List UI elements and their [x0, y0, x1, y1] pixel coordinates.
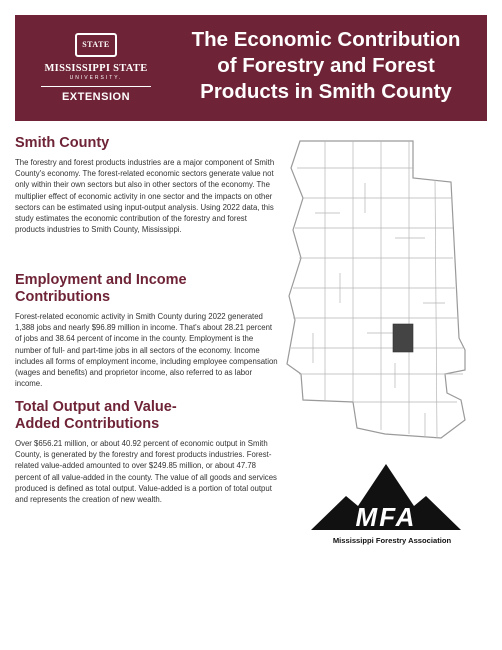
output-heading-line: Total Output and Value- [15, 399, 177, 415]
intro-section [15, 135, 278, 235]
mfa-caption: Mississippi Forestry Association [332, 536, 452, 545]
logo-university-word: UNIVERSITY. [69, 75, 123, 81]
logo-extension: EXTENSION [61, 91, 131, 103]
title-line: The Economic Contribution [191, 28, 461, 51]
title-line: Products in Smith County [200, 80, 452, 103]
header-banner [15, 15, 487, 121]
output-heading-line: Added Contributions [15, 416, 160, 432]
logo-university-name: MISSISSIPPI STATE [44, 63, 148, 74]
mfa-letters: MFA [355, 502, 417, 532]
employment-heading: Employment and Income Contributions [15, 272, 187, 305]
state-seal-icon: STATE [75, 33, 117, 57]
mississippi-county-map [285, 138, 485, 448]
smith-county-highlight [393, 324, 413, 352]
output-heading [15, 399, 278, 433]
state-outline [287, 141, 465, 438]
intro-heading: Smith County [15, 135, 110, 151]
intro-body: The forestry and forest products industries are a major component of Smith County's economy. The forest-related economic sectors generate value not only within their own sectors but also in other sectors of the economy. The multiplier effect of economic activity in one sector and the impacts on other sectors can be estimated using input-output analysis. Using 2022 data, this study estimates the economic contribution of the forestry and forest products industries to Smith County, Mississippi. [15, 158, 275, 235]
title-line: of Forestry and Forest [217, 54, 435, 77]
msu-extension-logo [37, 33, 155, 111]
output-body: Over $656.21 million, or about 40.92 percent of economic output in Smith County, is generated by the forestry and forest products industries. Forest-related value-added amounted to over $249.85 million, or about 47.78 percent of all value-added in the county. The value of all goods and services produced is defined as total output. Value-added is a portion of total output and represents the creation of new wealth. [15, 439, 277, 505]
employment-section [15, 272, 278, 389]
employment-body: Forest-related economic activity in Smith County during 2022 generated 1,388 jobs and nearly $96.89 million in income. That's about 28.21 percent of jobs and 38.64 percent of income in the county. Employment is the number of full- and part-time jobs in all sectors of the economy. Income includes all forms of employment income, including employee compensation (wages and benefits) and proprietor income, also referred to as labor income. [15, 312, 278, 389]
county-grid [291, 141, 463, 438]
text-column [15, 135, 278, 505]
output-section [15, 399, 278, 505]
page-title [173, 27, 479, 105]
logo-divider [41, 86, 151, 87]
